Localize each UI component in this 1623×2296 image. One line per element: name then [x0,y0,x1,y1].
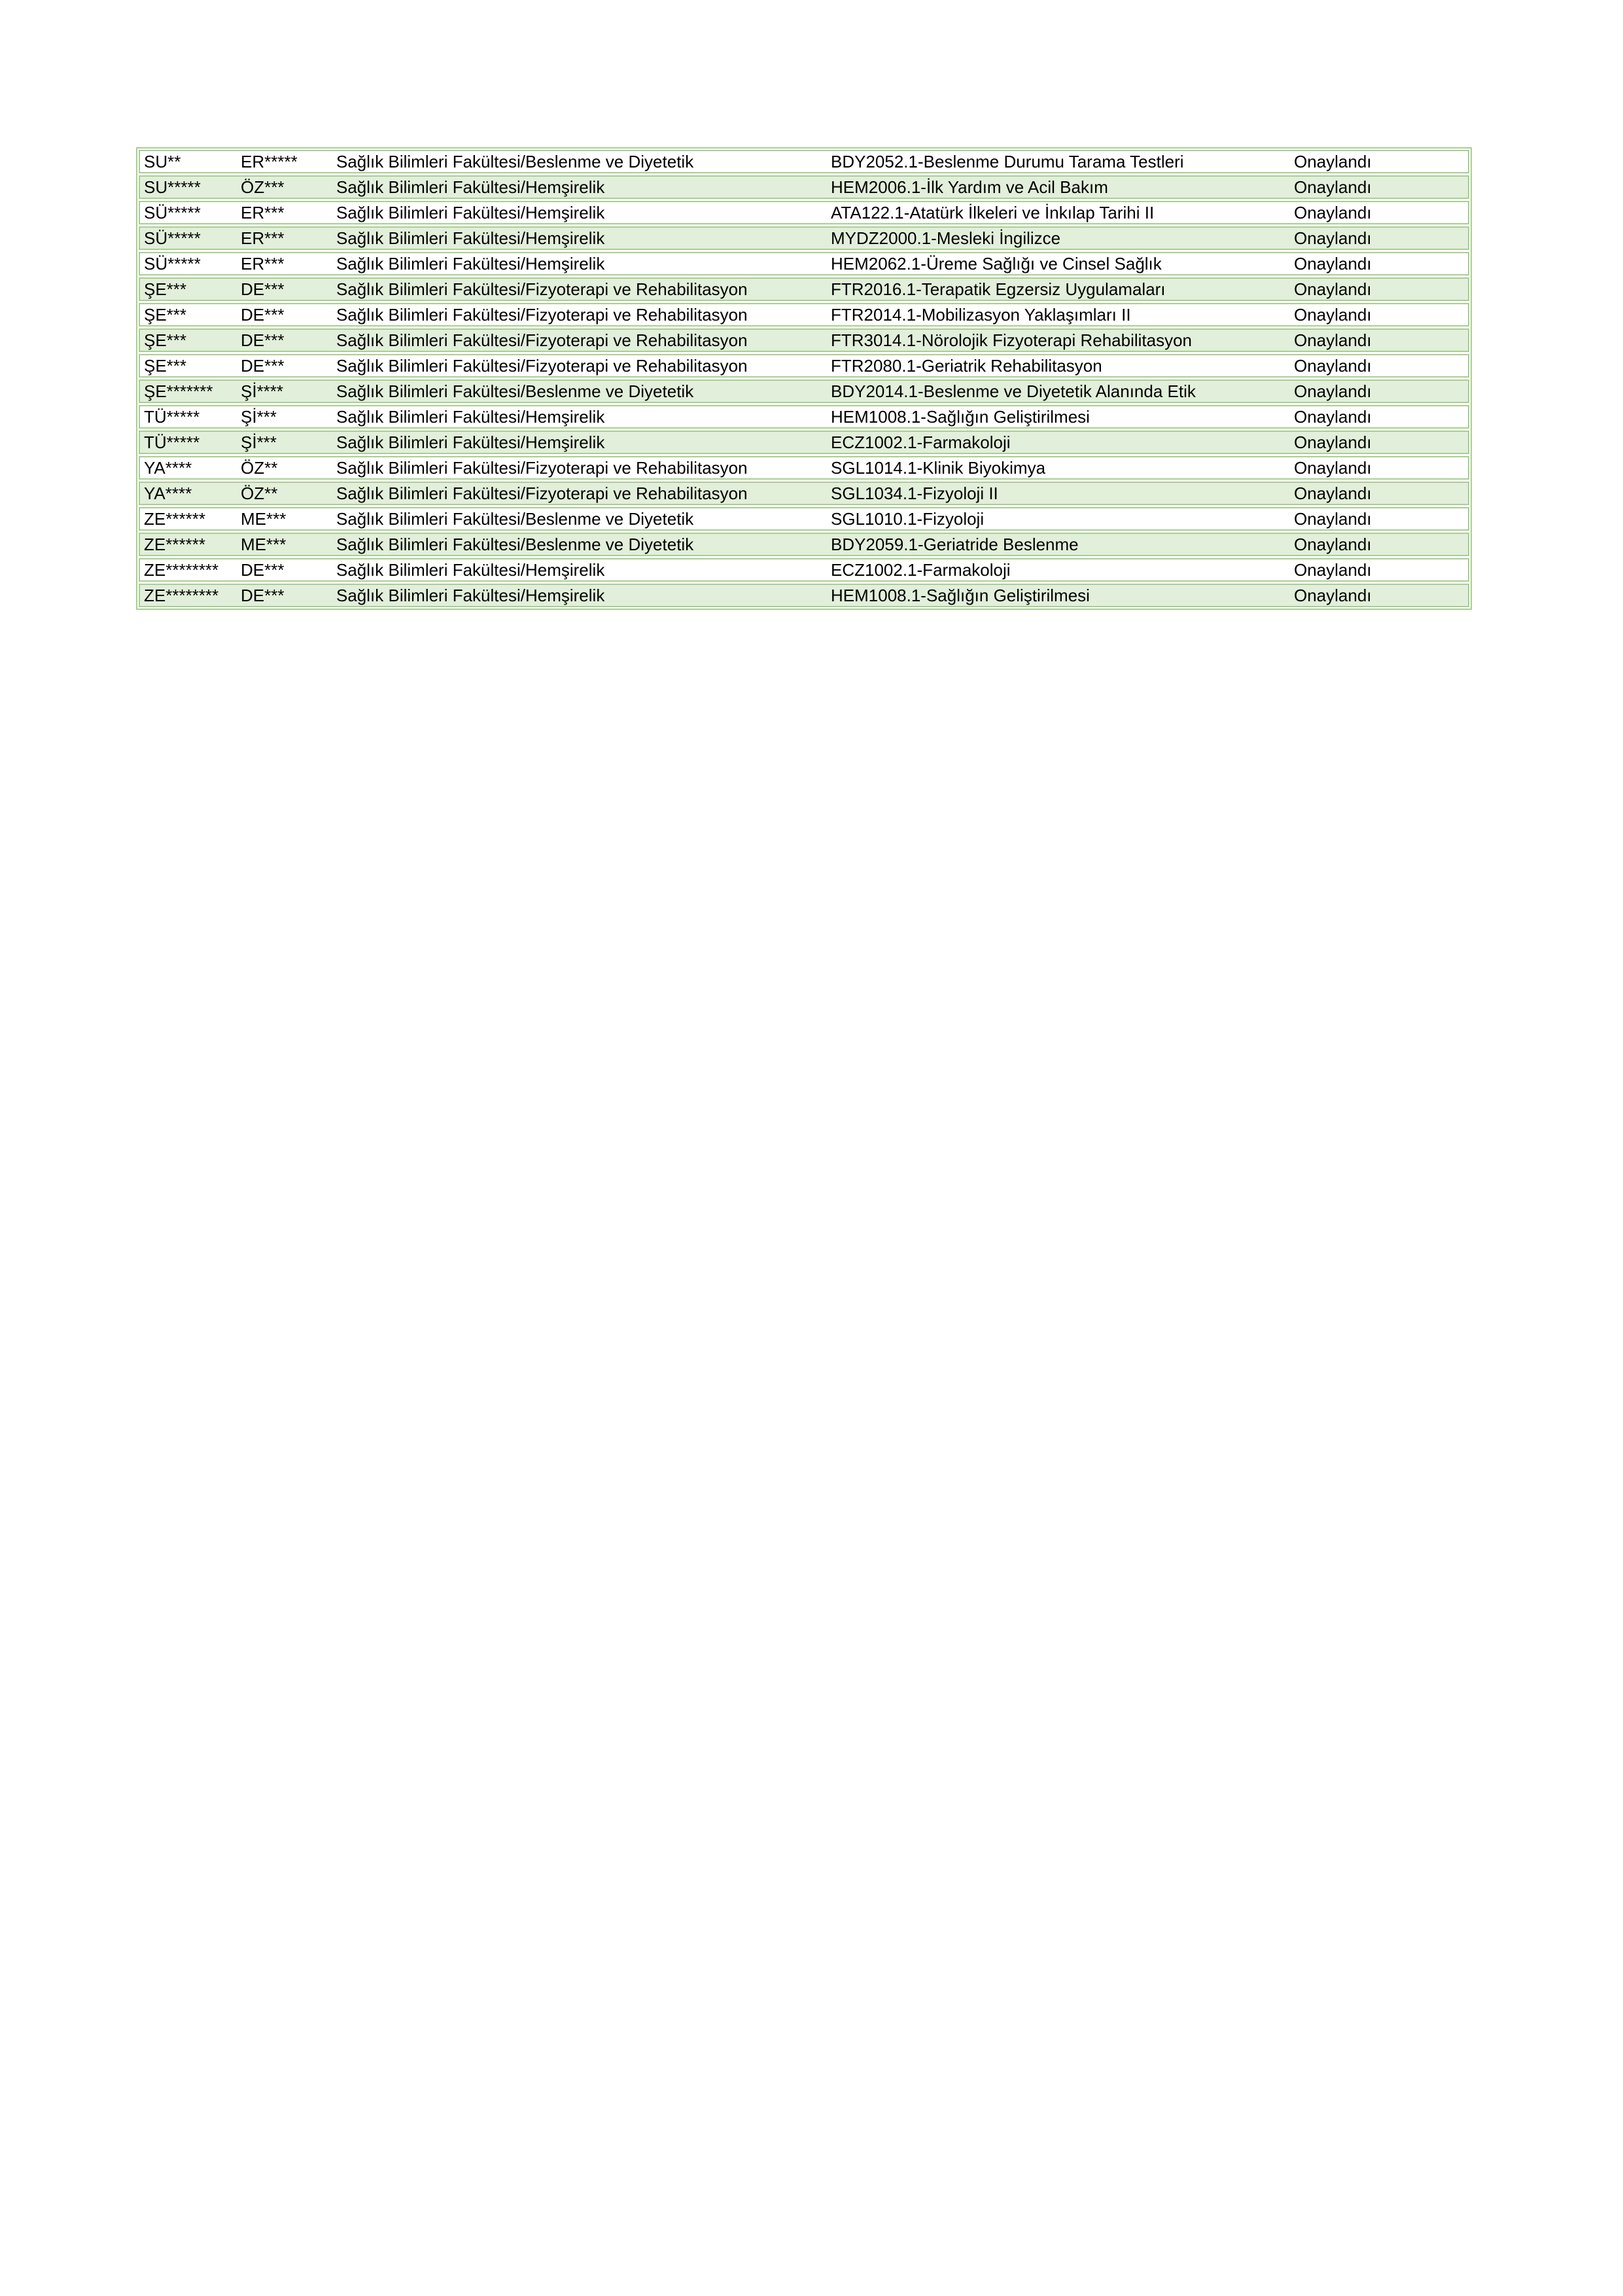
masked-first-name: TÜ***** [144,407,200,427]
approval-status: Onaylandı [1294,279,1372,299]
table-row [139,584,1469,607]
masked-first-name: TÜ***** [144,433,200,452]
faculty-program: Sağlık Bilimleri Fakültesi/Hemşirelik [336,203,605,222]
masked-first-name: ZE****** [144,509,205,529]
masked-last-name: ER***** [241,152,298,171]
faculty-program: Sağlık Bilimleri Fakültesi/Hemşirelik [336,228,605,248]
table-row [139,354,1469,378]
course-code-name: FTR3014.1-Nörolojik Fizyoterapi Rehabilitasyon [831,330,1193,350]
table-row [139,226,1469,250]
masked-first-name: SÜ***** [144,254,201,274]
approval-status: Onaylandı [1294,458,1372,478]
faculty-program: Sağlık Bilimleri Fakültesi/Fizyoterapi ve Rehabilitasyon [336,356,748,376]
course-code-name: SGL1010.1-Fizyoloji [831,509,985,529]
course-code-name: SGL1034.1-Fizyoloji II [831,484,998,503]
masked-first-name: YA**** [144,458,192,478]
table-row [139,328,1469,352]
table-row [139,277,1469,301]
masked-first-name: SÜ***** [144,228,201,248]
table-row [139,558,1469,582]
faculty-program: Sağlık Bilimleri Fakültesi/Fizyoterapi ve Rehabilitasyon [336,305,748,325]
masked-first-name: SU** [144,152,181,171]
course-code-name: HEM1008.1-Sağlığın Geliştirilmesi [831,407,1090,427]
course-code-name: BDY2052.1-Beslenme Durumu Tarama Testleri [831,152,1184,171]
approval-status: Onaylandı [1294,305,1372,325]
course-code-name: SGL1014.1-Klinik Biyokimya [831,458,1046,478]
faculty-program: Sağlık Bilimleri Fakültesi/Fizyoterapi ve Rehabilitasyon [336,279,748,299]
course-code-name: BDY2014.1-Beslenme ve Diyetetik Alanında Etik [831,381,1196,401]
masked-last-name: ER*** [241,254,285,274]
masked-last-name: Şİ*** [241,407,277,427]
faculty-program: Sağlık Bilimleri Fakültesi/Fizyoterapi ve Rehabilitasyon [336,458,748,478]
course-code-name: HEM2062.1-Üreme Sağlığı ve Cinsel Sağlık [831,254,1162,274]
course-code-name: BDY2059.1-Geriatride Beslenme [831,535,1079,554]
course-code-name: ATA122.1-Atatürk İlkeleri ve İnkılap Tarihi II [831,203,1155,222]
masked-first-name: YA**** [144,484,192,503]
masked-first-name: ŞE******* [144,381,213,401]
faculty-program: Sağlık Bilimleri Fakültesi/Hemşirelik [336,586,605,605]
masked-last-name: ÖZ*** [241,177,285,197]
masked-last-name: ÖZ** [241,484,278,503]
masked-last-name: DE*** [241,356,285,376]
masked-first-name: ŞE*** [144,356,187,376]
masked-last-name: ER*** [241,228,285,248]
approval-status: Onaylandı [1294,586,1372,605]
masked-last-name: DE*** [241,560,285,580]
table-row [139,431,1469,454]
masked-first-name: ZE******** [144,560,219,580]
faculty-program: Sağlık Bilimleri Fakültesi/Fizyoterapi ve Rehabilitasyon [336,484,748,503]
faculty-program: Sağlık Bilimleri Fakültesi/Fizyoterapi ve Rehabilitasyon [336,330,748,350]
table-row [139,252,1469,275]
table-row [139,482,1469,505]
table-row [139,507,1469,531]
approval-status: Onaylandı [1294,560,1372,580]
approval-status: Onaylandı [1294,433,1372,452]
faculty-program: Sağlık Bilimleri Fakültesi/Beslenme ve Diyetetik [336,152,694,171]
approval-status: Onaylandı [1294,407,1372,427]
masked-first-name: SÜ***** [144,203,201,222]
masked-last-name: ÖZ** [241,458,278,478]
faculty-program: Sağlık Bilimleri Fakültesi/Hemşirelik [336,560,605,580]
table-row [139,201,1469,224]
masked-first-name: ZE******** [144,586,219,605]
masked-last-name: DE*** [241,586,285,605]
faculty-program: Sağlık Bilimleri Fakültesi/Beslenme ve Diyetetik [336,381,694,401]
faculty-program: Sağlık Bilimleri Fakültesi/Beslenme ve Diyetetik [336,509,694,529]
faculty-program: Sağlık Bilimleri Fakültesi/Beslenme ve Diyetetik [336,535,694,554]
masked-last-name: ME*** [241,535,287,554]
masked-last-name: Şİ**** [241,381,284,401]
masked-first-name: ŞE*** [144,279,187,299]
masked-last-name: DE*** [241,279,285,299]
course-code-name: FTR2016.1-Terapatik Egzersiz Uygulamaları [831,279,1166,299]
approval-status: Onaylandı [1294,330,1372,350]
masked-first-name: ŞE*** [144,305,187,325]
approval-status: Onaylandı [1294,535,1372,554]
approval-status: Onaylandı [1294,509,1372,529]
masked-first-name: ZE****** [144,535,205,554]
course-code-name: HEM2006.1-İlk Yardım ve Acil Bakım [831,177,1108,197]
faculty-program: Sağlık Bilimleri Fakültesi/Hemşirelik [336,407,605,427]
table-row [139,303,1469,327]
masked-last-name: DE*** [241,305,285,325]
approval-status: Onaylandı [1294,484,1372,503]
faculty-program: Sağlık Bilimleri Fakültesi/Hemşirelik [336,177,605,197]
approval-status: Onaylandı [1294,152,1372,171]
table-row [139,150,1469,173]
course-code-name: HEM1008.1-Sağlığın Geliştirilmesi [831,586,1090,605]
faculty-program: Sağlık Bilimleri Fakültesi/Hemşirelik [336,433,605,452]
course-code-name: ECZ1002.1-Farmakoloji [831,433,1011,452]
table-row [139,175,1469,199]
course-code-name: FTR2080.1-Geriatrik Rehabilitasyon [831,356,1102,376]
approval-status: Onaylandı [1294,381,1372,401]
approval-status: Onaylandı [1294,203,1372,222]
masked-last-name: ER*** [241,203,285,222]
course-code-name: ECZ1002.1-Farmakoloji [831,560,1011,580]
approval-status: Onaylandı [1294,254,1372,274]
table-row [139,380,1469,403]
course-code-name: MYDZ2000.1-Mesleki İngilizce [831,228,1061,248]
course-approval-table [136,147,1472,610]
approval-status: Onaylandı [1294,356,1372,376]
masked-first-name: ŞE*** [144,330,187,350]
course-code-name: FTR2014.1-Mobilizasyon Yaklaşımları II [831,305,1131,325]
table-row [139,533,1469,556]
table-row [139,405,1469,429]
faculty-program: Sağlık Bilimleri Fakültesi/Hemşirelik [336,254,605,274]
masked-first-name: SU***** [144,177,201,197]
masked-last-name: Şİ*** [241,433,277,452]
approval-status: Onaylandı [1294,177,1372,197]
masked-last-name: ME*** [241,509,287,529]
masked-last-name: DE*** [241,330,285,350]
table-row [139,456,1469,480]
approval-status: Onaylandı [1294,228,1372,248]
